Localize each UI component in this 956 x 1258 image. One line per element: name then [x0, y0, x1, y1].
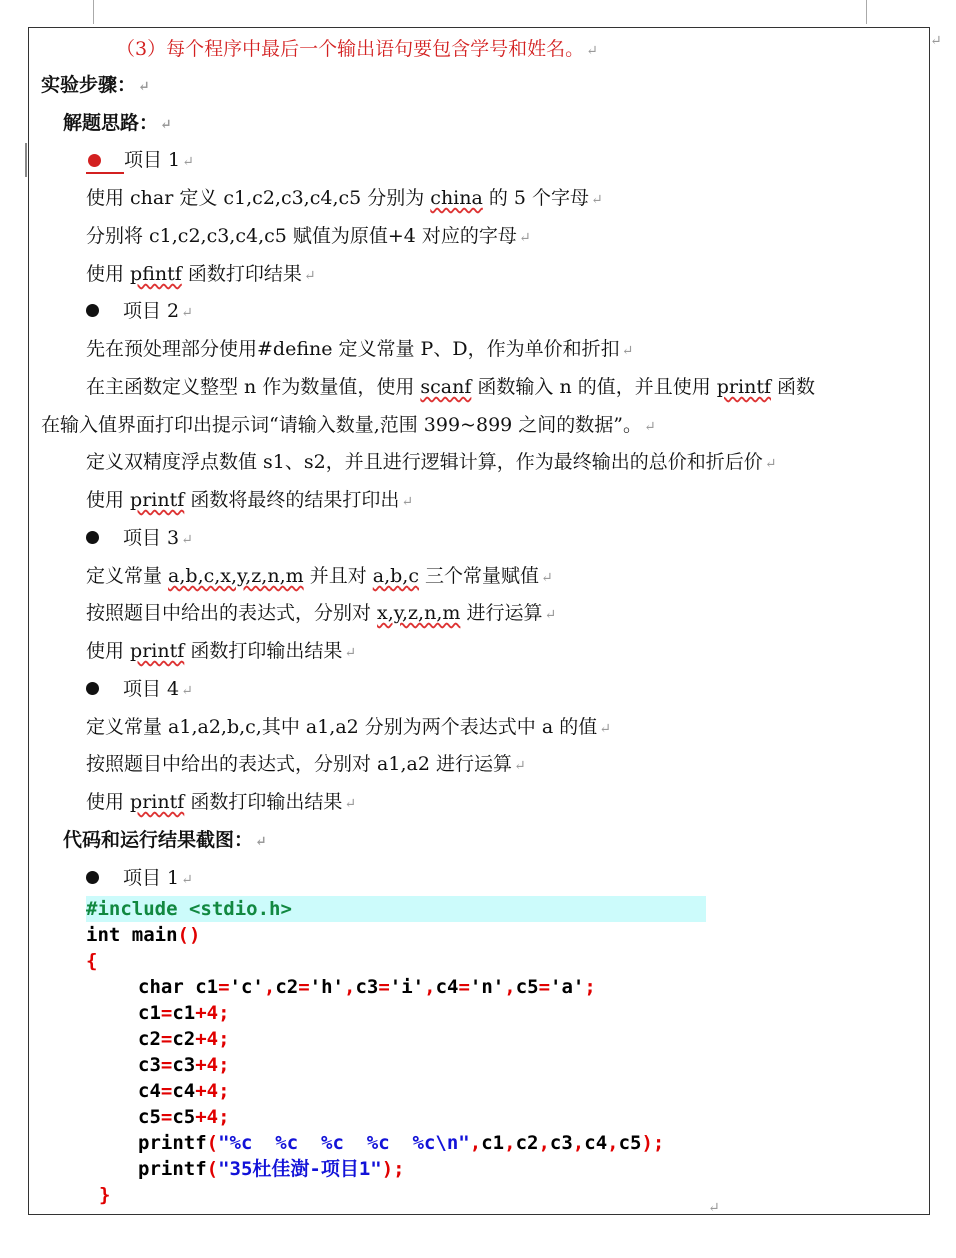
spellcheck-word: printf — [130, 791, 185, 813]
text: 在输入值界面打印出提示词“请输入数量,范围 399~899 之间的数据”。 — [41, 414, 642, 436]
paragraph-mark-icon: ↵ — [708, 1200, 720, 1216]
code-op: +4; — [195, 1002, 230, 1024]
text: 在主函数定义整型 n 作为数量值，使用 — [86, 376, 421, 398]
paragraph-mark-icon: ↵ — [181, 872, 193, 888]
paragraph[interactable] — [86, 488, 413, 514]
text: 使用 — [86, 489, 131, 511]
paragraph-mark-icon: ↵ — [181, 532, 193, 548]
code-token: c3 — [138, 1054, 161, 1076]
code-token: c2 — [275, 976, 299, 998]
paragraph-mark-icon: ↵ — [182, 154, 194, 170]
paragraph-mark-icon: ↵ — [513, 758, 526, 774]
paragraph[interactable] — [86, 564, 553, 590]
item-label: 项目 1 — [124, 149, 181, 171]
code-op: ( — [206, 1158, 219, 1180]
spellcheck-word: x,y,z,n,m — [377, 602, 461, 624]
paragraph[interactable] — [86, 186, 603, 212]
code-op: +4; — [195, 1028, 230, 1050]
section-heading-code[interactable] — [63, 828, 267, 854]
text: 按照题目中给出的表达式，分别对 a1,a2 进行运算 — [86, 753, 512, 775]
bullet-icon — [86, 682, 99, 695]
paragraph[interactable] — [86, 790, 356, 816]
heading-text: 代码和运行结果截图： — [63, 829, 254, 851]
code-op: , — [538, 1132, 550, 1154]
text: 使用 — [86, 791, 131, 813]
code-line-assign[interactable] — [138, 1052, 230, 1078]
bullet-selection — [86, 148, 124, 174]
paragraph-mark-icon: ↵ — [644, 419, 656, 435]
code-op: ); — [641, 1132, 665, 1154]
margin-guide-right — [866, 0, 867, 24]
paragraph-mark-icon: ↵ — [255, 834, 267, 850]
code-keyword: char — [138, 976, 184, 998]
text: 函数打印输出结果 — [184, 791, 343, 813]
text-cursor — [25, 143, 27, 177]
text: 按照题目中给出的表达式，分别对 — [86, 602, 378, 624]
code-op: +4; — [195, 1080, 230, 1102]
item-label: 项目 3 — [123, 527, 180, 549]
item-label: 项目 1 — [123, 867, 180, 889]
bullet-item-1[interactable] — [86, 148, 194, 174]
text: 函数 — [771, 376, 816, 398]
paragraph-mark-icon: ↵ — [160, 117, 172, 133]
section-heading-steps[interactable] — [41, 73, 150, 99]
section-heading-idea[interactable] — [63, 111, 172, 137]
text: 函数输入 n 的值，并且使用 — [471, 376, 717, 398]
code-line-assign[interactable] — [138, 1078, 230, 1104]
text: 函数将最终的结果打印出 — [184, 489, 400, 511]
code-token: 'a' — [550, 976, 585, 998]
paragraph[interactable] — [86, 375, 815, 399]
paragraph-mark-icon: ↵ — [401, 494, 414, 510]
code-op: , — [424, 976, 436, 998]
code-token: int main — [86, 924, 178, 946]
code-token: 'h' — [309, 976, 344, 998]
text: 函数打印结果 — [181, 263, 302, 285]
paragraph-mark-icon: ↵ — [181, 305, 193, 321]
paragraph-mark-icon: ↵ — [344, 645, 357, 661]
code-token: c5 — [172, 1106, 196, 1128]
code-token: c4 — [584, 1132, 608, 1154]
text: 并且对 — [303, 565, 373, 587]
spellcheck-word: printf — [130, 489, 185, 511]
paragraph-mark-icon: ↵ — [518, 230, 531, 246]
code-op: , — [504, 976, 516, 998]
code-line-brace-open[interactable]: { — [86, 950, 98, 972]
code-op: = — [538, 976, 551, 998]
paragraph-mark-icon: ↵ — [764, 456, 777, 472]
code-string: "%c %c %c %c %c\n" — [218, 1132, 470, 1154]
spellcheck-word: printf — [716, 376, 771, 398]
paragraph[interactable] — [86, 601, 556, 627]
text: 三个常量赋值 — [418, 565, 540, 587]
bullet-icon — [86, 304, 99, 317]
code-op: , — [572, 1132, 585, 1154]
code-op: = — [160, 1002, 173, 1024]
code-op: +4; — [195, 1106, 230, 1128]
code-op: = — [160, 1028, 173, 1050]
spellcheck-word: a,b,c,x,y,z,n,m — [168, 565, 304, 587]
text: 函数打印输出结果 — [184, 640, 343, 662]
code-token: c1 — [138, 1002, 161, 1024]
code-line-decl[interactable] — [138, 974, 596, 1000]
code-op: = — [160, 1054, 173, 1076]
code-token: c4 — [138, 1080, 161, 1102]
code-op: , — [607, 1132, 619, 1154]
code-line-printf-1[interactable]: printf("%c %c %c %c %c\n",c1,c2,c3,c4,c5); — [138, 1132, 665, 1154]
code-line-assign[interactable] — [138, 1104, 230, 1130]
paragraph-mark-icon: ↵ — [344, 796, 357, 812]
paragraph[interactable] — [86, 450, 776, 476]
code-token: c5 — [515, 976, 539, 998]
heading-text: 实验步骤： — [41, 74, 137, 96]
text: 分别将 c1,c2,c3,c4,c5 赋值为原值+4 对应的字母 — [86, 225, 517, 247]
paragraph-mark-icon: ↵ — [544, 607, 557, 623]
text: 先在预处理部分使用#define 定义常量 P、D，作为单价和折扣 — [86, 338, 620, 360]
code-line-main[interactable] — [86, 922, 200, 948]
item-label: 项目 4 — [123, 678, 180, 700]
text: 使用 char 定义 c1,c2,c3,c4,c5 分别为 — [86, 187, 431, 209]
code-token: c3 — [355, 976, 379, 998]
spellcheck-word: china — [430, 187, 483, 209]
bullet-item-2[interactable] — [86, 299, 193, 325]
bullet-item-code-1[interactable] — [86, 866, 193, 892]
spellcheck-word: scanf — [420, 376, 472, 398]
code-token: c1 — [183, 976, 219, 998]
bullet-icon — [86, 871, 99, 884]
code-op: = — [160, 1106, 173, 1128]
code-op: = — [160, 1080, 173, 1102]
code-token: c5 — [138, 1106, 161, 1128]
code-op: ); — [381, 1158, 405, 1180]
text: 使用 — [86, 640, 131, 662]
paragraph[interactable] — [86, 337, 633, 363]
code-token: c4 — [435, 976, 459, 998]
code-op: = — [218, 976, 230, 998]
code-token: c2 — [138, 1028, 161, 1050]
code-token: c3 — [172, 1054, 196, 1076]
paragraph-continuation[interactable] — [41, 413, 656, 439]
text: 使用 — [86, 263, 131, 285]
paragraph-mark-icon: ↵ — [138, 79, 150, 95]
margin-guide-left — [93, 0, 94, 24]
paragraph[interactable] — [86, 639, 356, 665]
code-op: , — [504, 1132, 516, 1154]
code-op: ( — [206, 1132, 219, 1154]
code-token: 'i' — [389, 976, 425, 998]
code-token: c4 — [172, 1080, 196, 1102]
code-line-brace-close[interactable]: } — [99, 1184, 111, 1206]
paragraph[interactable] — [86, 715, 611, 741]
paragraph-mark-icon: ↵ — [541, 570, 553, 586]
spellcheck-word: a,b,c — [372, 565, 419, 587]
spellcheck-word: pfintf — [130, 263, 182, 285]
code-op: , — [263, 976, 276, 998]
note-text: （3）每个程序中最后一个输出语句要包含学号和姓名。 — [116, 38, 585, 60]
paragraph-mark-icon: ↵ — [303, 268, 316, 284]
bullet-item-4[interactable] — [86, 677, 193, 703]
item-label: 项目 2 — [123, 300, 180, 322]
paragraph-mark-icon: ↵ — [599, 721, 611, 737]
text: 定义双精度浮点数值 s1、s2，并且进行逻辑计算，作为最终输出的总价和折后价 — [86, 451, 763, 473]
spellcheck-word: printf — [130, 640, 185, 662]
code-op: = — [458, 976, 470, 998]
paragraph-mark-icon: ↵ — [930, 33, 942, 49]
paragraph-mark-icon: ↵ — [181, 683, 193, 699]
code-token: 'n' — [469, 976, 505, 998]
text: 定义常量 — [86, 565, 169, 587]
bullet-icon — [86, 531, 99, 544]
note-line[interactable] — [116, 37, 598, 63]
code-token: c1 — [172, 1002, 196, 1024]
code-token: c2 — [515, 1132, 539, 1154]
code-string: "35杜佳澍-项目1" — [218, 1158, 382, 1180]
paragraph-mark-icon: ↵ — [586, 43, 598, 59]
text: 的 5 个字母 — [482, 187, 590, 209]
code-line-include[interactable]: #include <stdio.h> — [86, 896, 706, 922]
paragraph[interactable] — [86, 752, 526, 778]
code-token: c3 — [549, 1132, 573, 1154]
code-op: +4; — [195, 1054, 230, 1076]
code-token: c2 — [172, 1028, 196, 1050]
text: 定义常量 a1,a2,b,c,其中 a1,a2 分别为两个表达式中 a 的值 — [86, 716, 598, 738]
code-op: = — [378, 976, 390, 998]
code-op: = — [298, 976, 310, 998]
code-token: c5 — [618, 1132, 642, 1154]
code-op: , — [344, 976, 356, 998]
code-token: () — [177, 924, 201, 946]
text: 进行运算 — [460, 602, 543, 624]
code-op: , — [469, 1132, 482, 1154]
code-line-assign[interactable] — [138, 1026, 230, 1052]
paragraph[interactable] — [86, 224, 531, 250]
paragraph-mark-icon: ↵ — [591, 192, 603, 208]
heading-text: 解题思路： — [63, 112, 159, 134]
code-line-printf-2[interactable]: printf("35杜佳澍-项目1"); — [138, 1158, 405, 1180]
code-token: c1 — [481, 1132, 505, 1154]
paragraph[interactable] — [86, 262, 316, 288]
bullet-icon — [88, 154, 101, 167]
code-line-assign[interactable] — [138, 1000, 230, 1026]
paragraph-mark-icon: ↵ — [621, 343, 634, 359]
code-token: 'c' — [229, 976, 264, 998]
code-op: ; — [584, 976, 596, 998]
bullet-item-3[interactable] — [86, 526, 193, 552]
